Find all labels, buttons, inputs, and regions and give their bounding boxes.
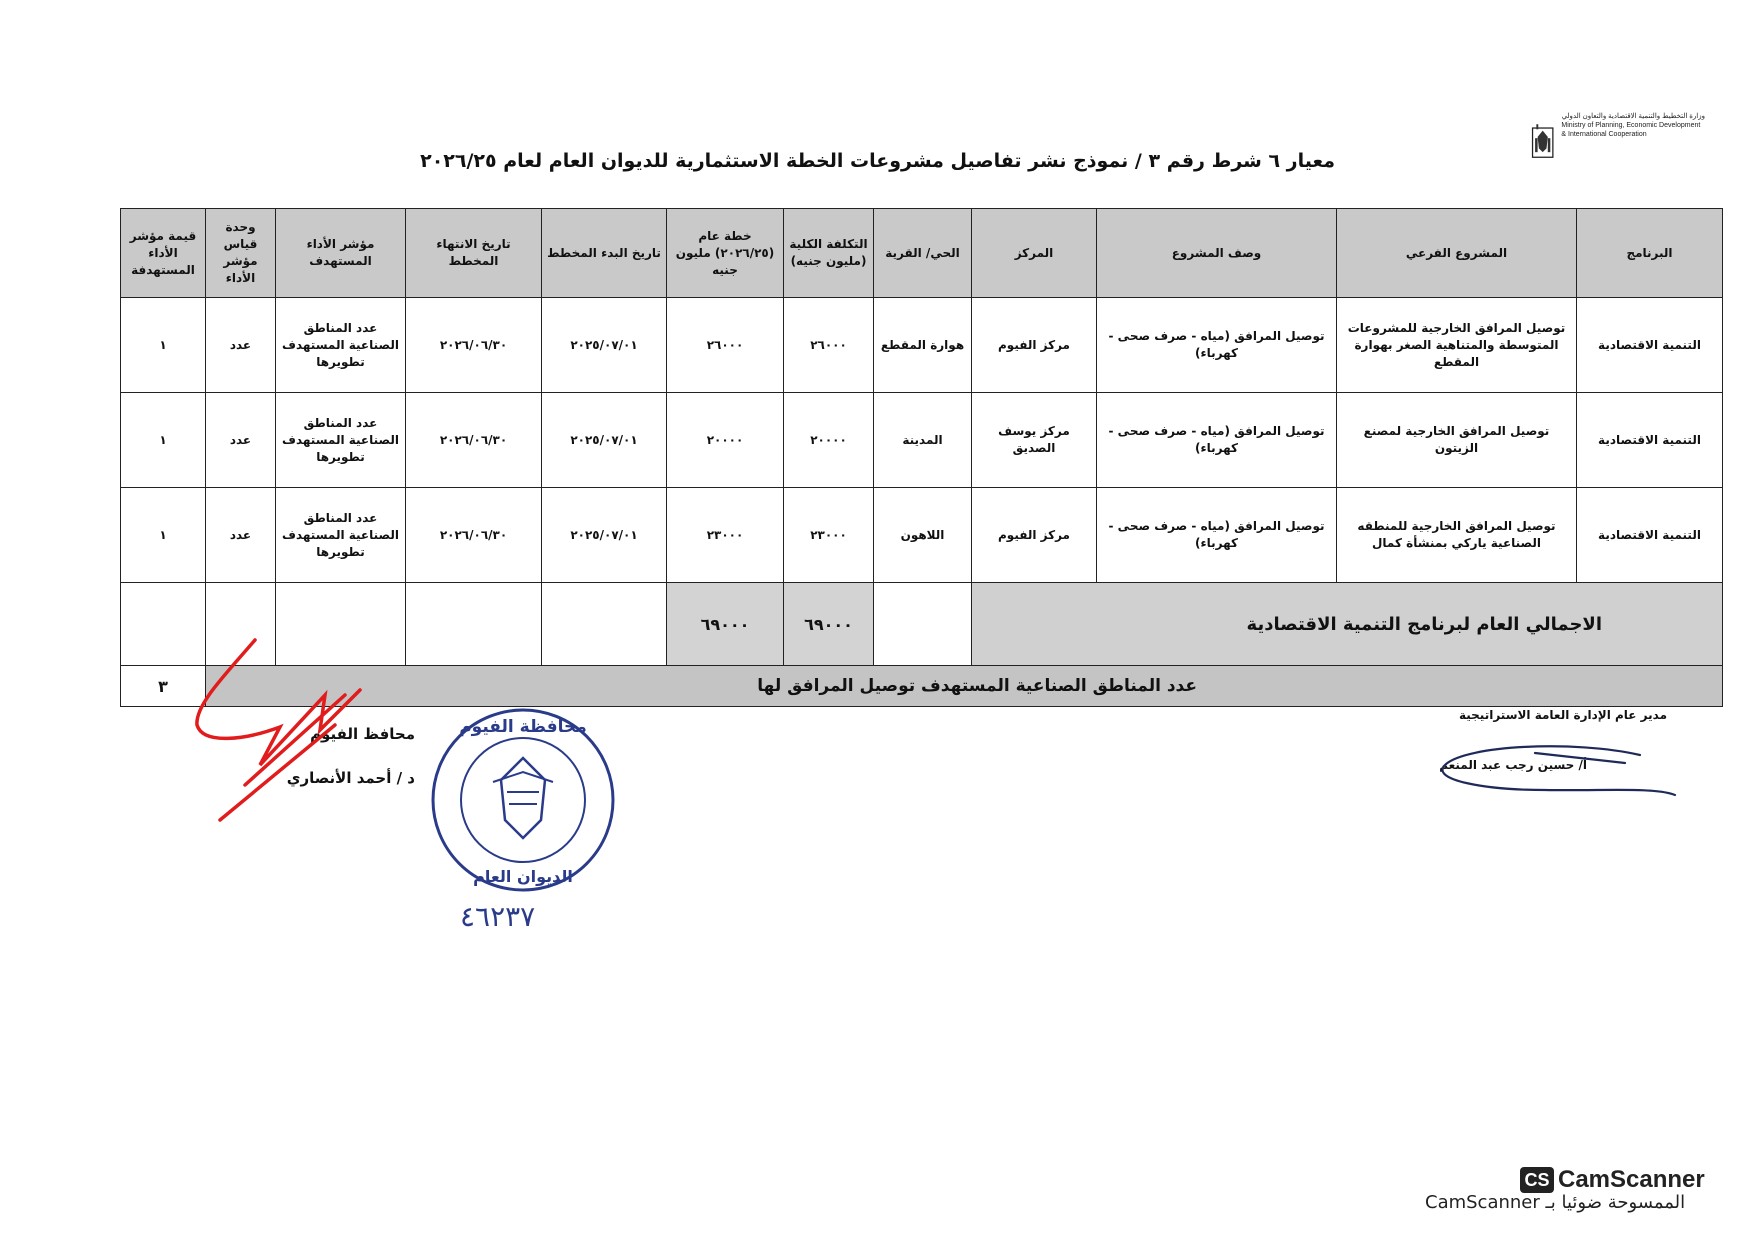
total-cost-sum: ٦٩٠٠٠ bbox=[784, 583, 874, 666]
total-empty-start bbox=[542, 583, 667, 666]
total-empty-end bbox=[406, 583, 542, 666]
annual-plan-sum: ٦٩٠٠٠ bbox=[667, 583, 784, 666]
official-stamp bbox=[423, 700, 623, 900]
final-count-value: ٣ bbox=[121, 666, 206, 707]
director-name: أ/ حسين رجب عبد المنعم bbox=[1439, 758, 1587, 772]
cell-district: اللاهون bbox=[874, 488, 972, 583]
cell-unit: عدد bbox=[206, 393, 276, 488]
camscanner-caption: الممسوحة ضوئيا بـ CamScanner bbox=[1425, 1192, 1686, 1213]
governor-title: محافظ الفيوم bbox=[310, 725, 415, 743]
ministry-name-english: Ministry of Planning, Economic Development & International Cooperation bbox=[1561, 122, 1701, 138]
total-empty-district bbox=[874, 583, 972, 666]
cell-end-date: ٢٠٢٦/٠٦/٣٠ bbox=[406, 393, 542, 488]
projects-table bbox=[120, 208, 1723, 707]
stamp-bottom-text: الديوان العام bbox=[473, 867, 573, 886]
cell-total-cost: ٢٦٠٠٠ bbox=[784, 298, 874, 393]
header-target-value: قيمة مؤشر الأداء المستهدفة bbox=[121, 209, 206, 298]
cell-program: التنمية الاقتصادية bbox=[1577, 393, 1723, 488]
header-center: المركز bbox=[972, 209, 1097, 298]
ministry-logo bbox=[1530, 112, 1705, 192]
final-count-label: عدد المناطق الصناعية المستهدف توصيل المرافق لها bbox=[206, 666, 1723, 707]
header-annual-plan: خطة عام (٢٠٢٦/٢٥) مليون جنيه bbox=[667, 209, 784, 298]
director-signature-scribble bbox=[1425, 735, 1685, 805]
header-unit: وحدة قياس مؤشر الأداء bbox=[206, 209, 276, 298]
page-title: معيار ٦ شرط رقم ٣ / نموذج نشر تفاصيل مشروعات الخطة الاستثمارية للديوان العام لعام ٢٠٢٦/٢٥ bbox=[420, 150, 1335, 172]
cell-total-cost: ٢٠٠٠٠ bbox=[784, 393, 874, 488]
cell-unit: عدد bbox=[206, 488, 276, 583]
cell-annual-plan: ٢٣٠٠٠ bbox=[667, 488, 784, 583]
cell-description: توصيل المرافق (مياه - صرف صحى - كهرباء) bbox=[1097, 488, 1337, 583]
cell-target-value: ١ bbox=[121, 298, 206, 393]
camscanner-badge: CS bbox=[1520, 1167, 1554, 1193]
cell-target-value: ١ bbox=[121, 393, 206, 488]
cell-center: مركز الفيوم bbox=[972, 298, 1097, 393]
table-row bbox=[121, 393, 1723, 488]
cell-district: هوارة المقطع bbox=[874, 298, 972, 393]
cell-unit: عدد bbox=[206, 298, 276, 393]
cell-program: التنمية الاقتصادية bbox=[1577, 488, 1723, 583]
cell-center: مركز يوسف الصديق bbox=[972, 393, 1097, 488]
cell-start-date: ٢٠٢٥/٠٧/٠١ bbox=[542, 488, 667, 583]
cell-start-date: ٢٠٢٥/٠٧/٠١ bbox=[542, 393, 667, 488]
header-district: الحي/ القرية bbox=[874, 209, 972, 298]
cell-description: توصيل المرافق (مياه - صرف صحى - كهرباء) bbox=[1097, 393, 1337, 488]
governor-name: د / أحمد الأنصاري bbox=[286, 769, 415, 787]
cell-start-date: ٢٠٢٥/٠٧/٠١ bbox=[542, 298, 667, 393]
cell-sub-project: توصيل المرافق الخارجية لمصنع الزيتون bbox=[1337, 393, 1577, 488]
handwritten-reference-number: ٤٦٢٣٧ bbox=[460, 900, 536, 933]
cell-description: توصيل المرافق (مياه - صرف صحى - كهرباء) bbox=[1097, 298, 1337, 393]
header-end-date: تاريخ الانتهاء المخطط bbox=[406, 209, 542, 298]
table-row bbox=[121, 298, 1723, 393]
governor-signature-scribble bbox=[185, 635, 385, 825]
cell-target-value: ١ bbox=[121, 488, 206, 583]
cell-indicator: عدد المناطق الصناعية المستهدف تطويرها bbox=[276, 298, 406, 393]
cell-indicator: عدد المناطق الصناعية المستهدف تطويرها bbox=[276, 488, 406, 583]
cell-center: مركز الفيوم bbox=[972, 488, 1097, 583]
header-start-date: تاريخ البدء المخطط bbox=[542, 209, 667, 298]
camscanner-wordmark: CamScanner bbox=[1558, 1166, 1705, 1193]
stamp-top-text: محافظة الفيوم bbox=[459, 717, 587, 737]
header-description: وصف المشروع bbox=[1097, 209, 1337, 298]
table-row bbox=[121, 488, 1723, 583]
cell-district: المدينة bbox=[874, 393, 972, 488]
ministry-name bbox=[1561, 112, 1705, 139]
director-title: مدير عام الإدارة العامة الاستراتيجية bbox=[1458, 708, 1667, 722]
cell-program: التنمية الاقتصادية bbox=[1577, 298, 1723, 393]
cell-sub-project: توصيل المرافق الخارجية للمشروعات المتوسطة والمتناهية الصغر بهوارة المقطع bbox=[1337, 298, 1577, 393]
cell-annual-plan: ٢٦٠٠٠ bbox=[667, 298, 784, 393]
header-sub-project: المشروع الفرعي bbox=[1337, 209, 1577, 298]
cell-end-date: ٢٠٢٦/٠٦/٣٠ bbox=[406, 488, 542, 583]
cell-indicator: عدد المناطق الصناعية المستهدف تطويرها bbox=[276, 393, 406, 488]
cell-annual-plan: ٢٠٠٠٠ bbox=[667, 393, 784, 488]
camscanner-logo bbox=[1520, 1166, 1705, 1194]
eagle-emblem-icon bbox=[1530, 112, 1555, 172]
total-label: الاجمالي العام لبرنامج التنمية الاقتصادية bbox=[972, 583, 1723, 666]
table-header-row bbox=[121, 209, 1723, 298]
cell-total-cost: ٢٣٠٠٠ bbox=[784, 488, 874, 583]
header-program: البرنامج bbox=[1577, 209, 1723, 298]
header-indicator: مؤشر الأداء المستهدف bbox=[276, 209, 406, 298]
cell-end-date: ٢٠٢٦/٠٦/٣٠ bbox=[406, 298, 542, 393]
header-total-cost: التكلفة الكلية (مليون جنيه) bbox=[784, 209, 874, 298]
cell-sub-project: توصيل المرافق الخارجية للمنطقه الصناعية ياركي بمنشأة كمال bbox=[1337, 488, 1577, 583]
ministry-name-arabic: وزارة التخطيط والتنمية الاقتصادية والتعاون الدولي bbox=[1561, 113, 1705, 120]
